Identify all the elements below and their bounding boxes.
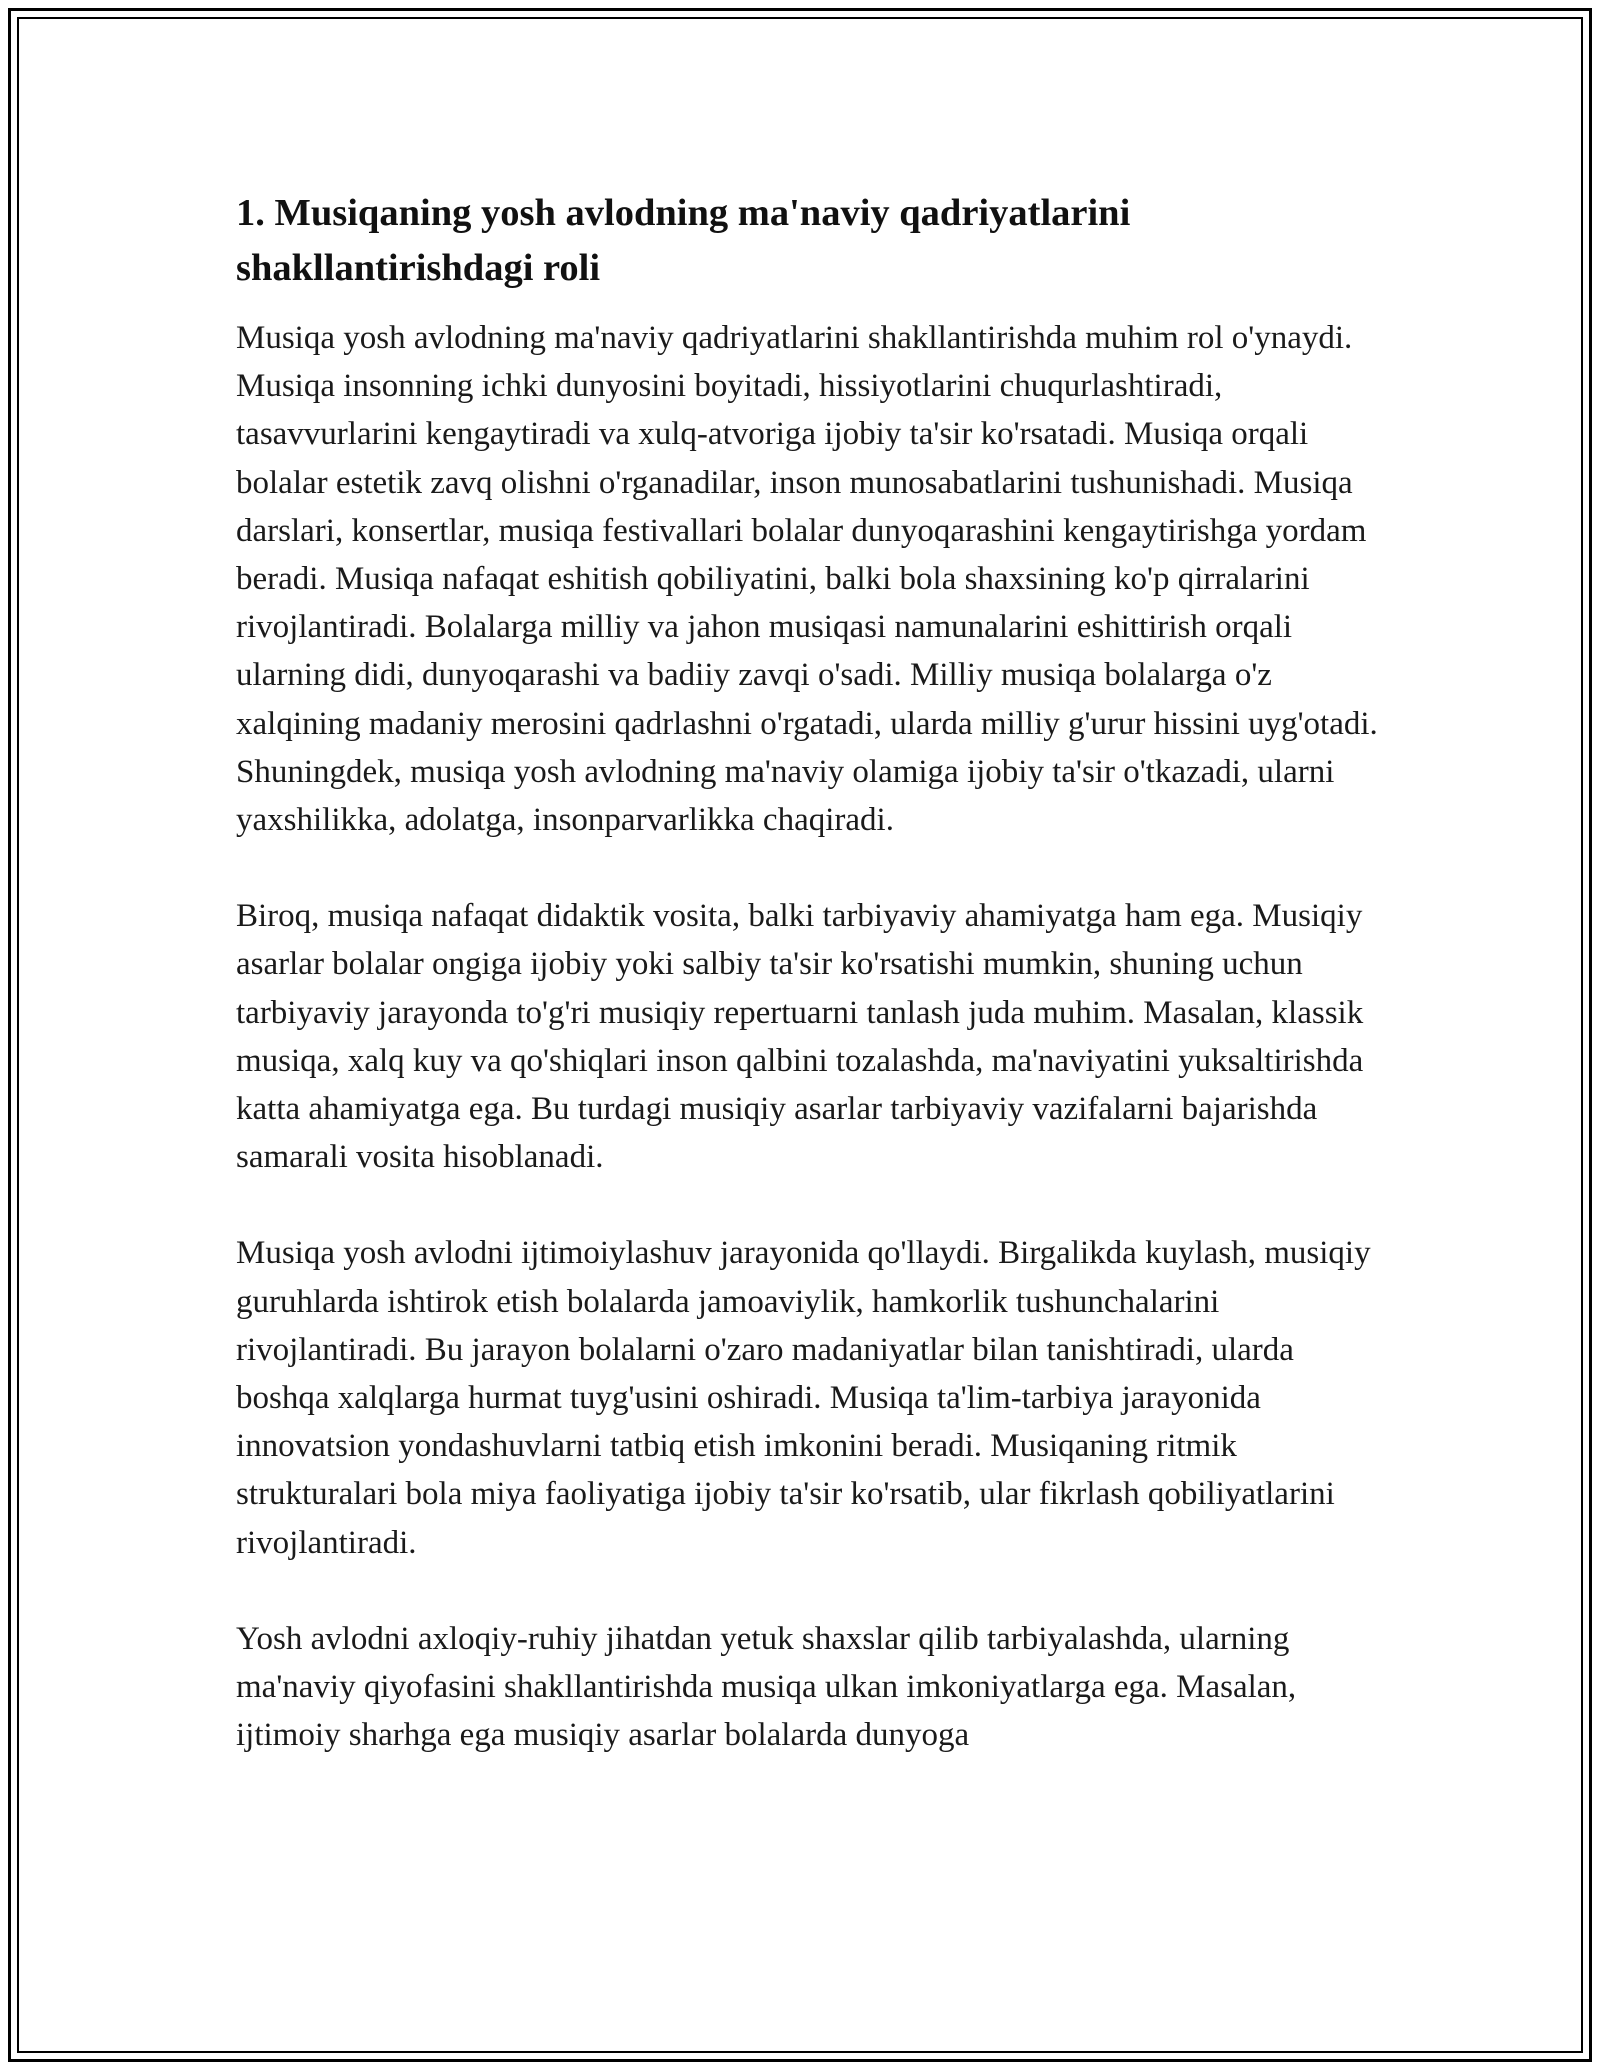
document-body — [236, 186, 1386, 1807]
paragraph-1: Musiqa yosh avlodning ma'naviy qadriyatlarini shakllantirishda muhim rol o'ynaydi. Musiqa insonning ichki dunyosini boyitadi, hissiyotlarini chuqurlashtiradi, tasavvurlarini kengaytiradi va xulq-atvoriga ijobiy ta'sir ko'rsatadi. Musiqa orqali bolalar estetik zavq olishni o'rganadilar, inson munosabatlarini tushunishadi. Musiqa darslari, konsertlar, musiqa festivallari bolalar dunyoqarashini kengaytirishga yordam beradi. Musiqa nafaqat eshitish qobiliyatini, balki bola shaxsining ko'p qirralarini rivojlantiradi. Bolalarga milliy va jahon musiqasi namunalarini eshittirish orqali ularning didi, dunyoqarashi va badiiy zavqi o'sadi. Milliy musiqa bolalarga o'z xalqining madaniy merosini qadrlashni o'rgatadi, ularda milliy g'urur hissini uyg'otadi. Shuningdek, musiqa yosh avlodning ma'naviy olamiga ijobiy ta'sir o'tkazadi, ularni yaxshilikka, adolatga, insonparvarlikka chaqiradi. — [236, 320, 1378, 839]
paragraph-2: Biroq, musiqa nafaqat didaktik vosita, balki tarbiyaviy ahamiyatga ham ega. Musiqiy asarlar bolalar ongiga ijobiy yoki salbiy ta'sir ko'rsatishi mumkin, shuning uchun tarbiyaviy jarayonda to'g'ri musiqiy repertuarni tanlash juda muhim. Masalan, klassik musiqa, xalq kuy va qo'shiqlari inson qalbini tozalashda, ma'naviyatini yuksaltirishda katta ahamiyatga ega. Bu turdagi musiqiy asarlar tarbiyaviy vazifalarni bajarishda samarali vosita hisoblanadi. — [236, 898, 1364, 1176]
section-heading: 1. Musiqaning yosh avlodning ma'naviy qadriyatlarini shakllantirishdagi roli — [236, 192, 1131, 289]
paragraph-3: Musiqa yosh avlodni ijtimoiylashuv jarayonida qo'llaydi. Birgalikda kuylash, musiqiy guruhlarda ishtirok etish bolalarda jamoaviylik, hamkorlik tushunchalarini rivojlantiradi. Bu jarayon bolalarni o'zaro madaniyatlar bilan tanishtiradi, ularda boshqa xalqlarga hurmat tuyg'usini oshiradi. Musiqa ta'lim-tarbiya jarayonida innovatsion yondashuvlarni tatbiq etish imkonini beradi. Musiqaning ritmik strukturalari bola miya faoliyatiga ijobiy ta'sir ko'rsatib, ular fikrlash qobiliyatlarini rivojlantiradi. — [236, 1235, 1371, 1561]
paragraph-4: Yosh avlodni axloqiy-ruhiy jihatdan yetuk shaxslar qilib tarbiyalashda, ularning ma'naviy qiyofasini shakllantirishda musiqa ulkan imkoniyatlarga ega. Masalan, ijtimoiy sharhga ega musiqiy asarlar bolalarda dunyoga — [236, 1620, 1297, 1754]
